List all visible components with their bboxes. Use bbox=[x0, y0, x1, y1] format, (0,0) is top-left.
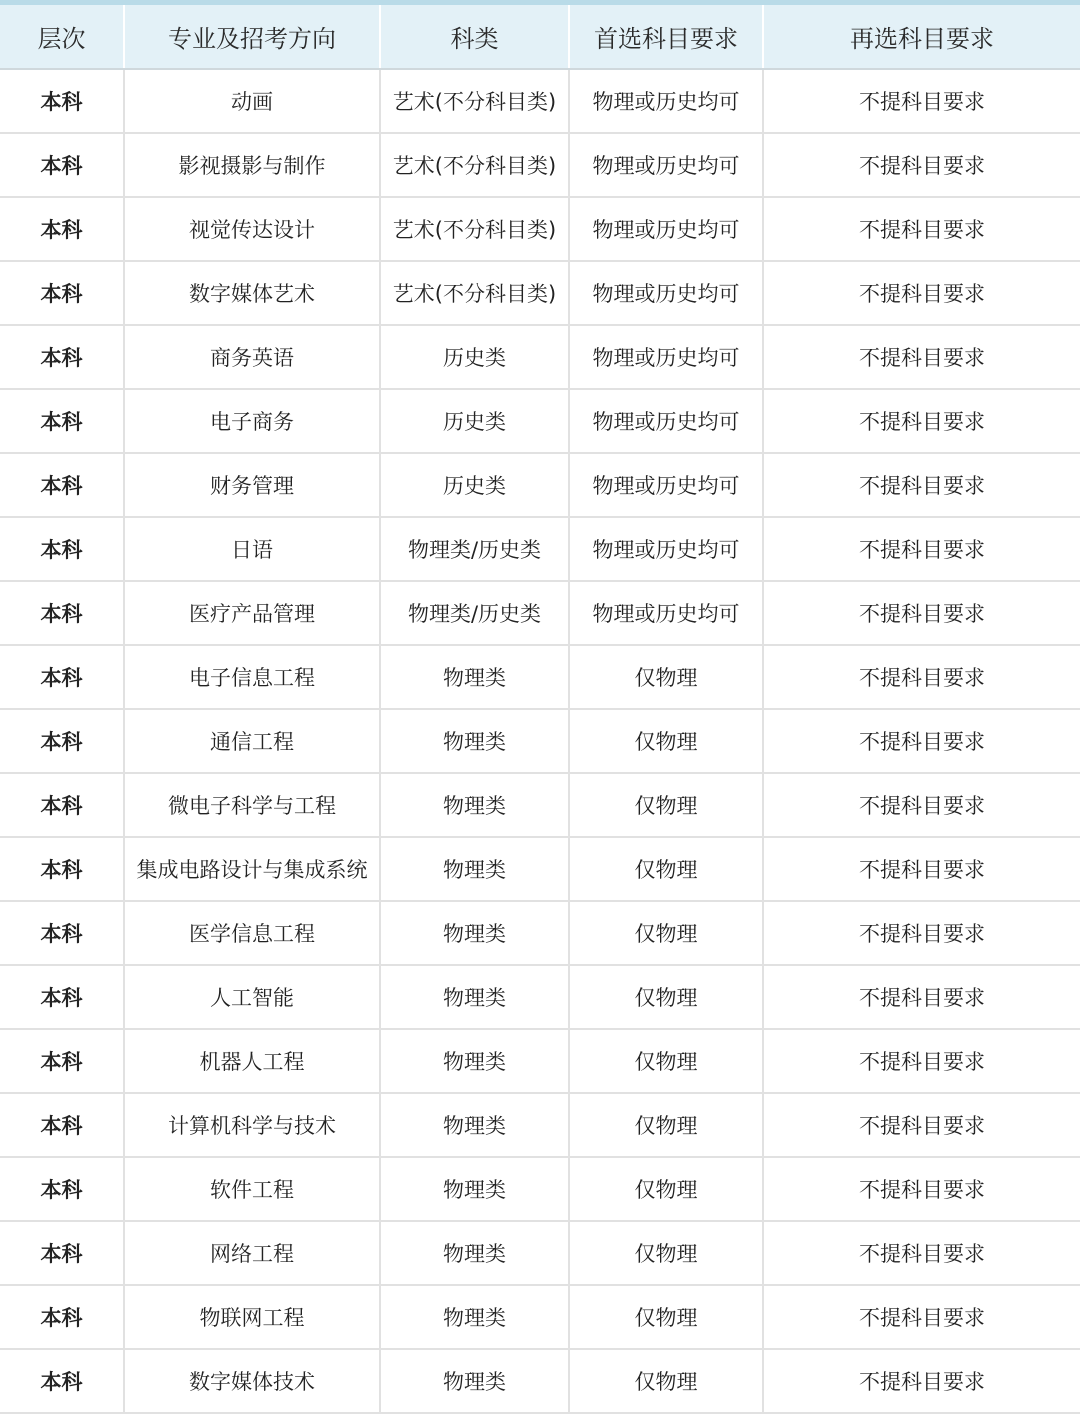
header-row bbox=[0, 5, 1080, 69]
cell-major: 软件工程 bbox=[124, 1157, 380, 1221]
cell-second-subject: 不提科目要求 bbox=[763, 325, 1080, 389]
cell-level: 本科 bbox=[0, 1285, 124, 1349]
cell-first-subject: 仅物理 bbox=[569, 837, 763, 901]
cell-first-subject: 仅物理 bbox=[569, 1349, 763, 1413]
cell-category: 历史类 bbox=[380, 453, 569, 517]
cell-major: 计算机科学与技术 bbox=[124, 1093, 380, 1157]
cell-major: 影视摄影与制作 bbox=[124, 133, 380, 197]
table-row bbox=[0, 581, 1080, 645]
cell-first-subject: 仅物理 bbox=[569, 1029, 763, 1093]
cell-level: 本科 bbox=[0, 901, 124, 965]
cell-level: 本科 bbox=[0, 261, 124, 325]
cell-second-subject: 不提科目要求 bbox=[763, 453, 1080, 517]
table-row bbox=[0, 837, 1080, 901]
cell-first-subject: 仅物理 bbox=[569, 1221, 763, 1285]
header-level: 层次 bbox=[0, 5, 124, 69]
table-row bbox=[0, 1029, 1080, 1093]
cell-major: 人工智能 bbox=[124, 965, 380, 1029]
cell-major: 物联网工程 bbox=[124, 1285, 380, 1349]
cell-major: 动画 bbox=[124, 69, 380, 133]
cell-second-subject: 不提科目要求 bbox=[763, 1221, 1080, 1285]
cell-first-subject: 物理或历史均可 bbox=[569, 325, 763, 389]
cell-category: 艺术(不分科目类) bbox=[380, 197, 569, 261]
cell-second-subject: 不提科目要求 bbox=[763, 1093, 1080, 1157]
cell-major: 集成电路设计与集成系统 bbox=[124, 837, 380, 901]
cell-category: 物理类/历史类 bbox=[380, 581, 569, 645]
cell-category: 艺术(不分科目类) bbox=[380, 133, 569, 197]
cell-category: 物理类 bbox=[380, 837, 569, 901]
cell-first-subject: 仅物理 bbox=[569, 1157, 763, 1221]
cell-first-subject: 仅物理 bbox=[569, 773, 763, 837]
cell-first-subject: 物理或历史均可 bbox=[569, 389, 763, 453]
cell-second-subject: 不提科目要求 bbox=[763, 389, 1080, 453]
cell-category: 物理类 bbox=[380, 1093, 569, 1157]
table-row bbox=[0, 773, 1080, 837]
cell-second-subject: 不提科目要求 bbox=[763, 1285, 1080, 1349]
cell-category: 物理类 bbox=[380, 773, 569, 837]
cell-second-subject: 不提科目要求 bbox=[763, 965, 1080, 1029]
table-row bbox=[0, 901, 1080, 965]
cell-second-subject: 不提科目要求 bbox=[763, 1029, 1080, 1093]
cell-first-subject: 仅物理 bbox=[569, 709, 763, 773]
cell-major: 通信工程 bbox=[124, 709, 380, 773]
cell-first-subject: 物理或历史均可 bbox=[569, 69, 763, 133]
table-row bbox=[0, 645, 1080, 709]
cell-major: 机器人工程 bbox=[124, 1029, 380, 1093]
table-row bbox=[0, 69, 1080, 133]
table-row bbox=[0, 965, 1080, 1029]
cell-major: 电子商务 bbox=[124, 389, 380, 453]
cell-category: 物理类 bbox=[380, 645, 569, 709]
table-body bbox=[0, 69, 1080, 1413]
cell-level: 本科 bbox=[0, 517, 124, 581]
cell-category: 物理类 bbox=[380, 1157, 569, 1221]
cell-category: 物理类/历史类 bbox=[380, 517, 569, 581]
cell-level: 本科 bbox=[0, 389, 124, 453]
table-row bbox=[0, 325, 1080, 389]
table-row bbox=[0, 1349, 1080, 1413]
table-row bbox=[0, 1285, 1080, 1349]
cell-level: 本科 bbox=[0, 197, 124, 261]
cell-first-subject: 物理或历史均可 bbox=[569, 261, 763, 325]
cell-first-subject: 仅物理 bbox=[569, 901, 763, 965]
cell-second-subject: 不提科目要求 bbox=[763, 1157, 1080, 1221]
cell-category: 物理类 bbox=[380, 1221, 569, 1285]
cell-category: 物理类 bbox=[380, 1285, 569, 1349]
cell-first-subject: 仅物理 bbox=[569, 1285, 763, 1349]
cell-level: 本科 bbox=[0, 581, 124, 645]
cell-category: 物理类 bbox=[380, 1029, 569, 1093]
table-row bbox=[0, 709, 1080, 773]
cell-second-subject: 不提科目要求 bbox=[763, 709, 1080, 773]
cell-second-subject: 不提科目要求 bbox=[763, 261, 1080, 325]
cell-first-subject: 物理或历史均可 bbox=[569, 517, 763, 581]
cell-level: 本科 bbox=[0, 1029, 124, 1093]
cell-level: 本科 bbox=[0, 837, 124, 901]
cell-major: 微电子科学与工程 bbox=[124, 773, 380, 837]
cell-first-subject: 物理或历史均可 bbox=[569, 453, 763, 517]
cell-second-subject: 不提科目要求 bbox=[763, 645, 1080, 709]
cell-level: 本科 bbox=[0, 133, 124, 197]
table-row bbox=[0, 453, 1080, 517]
cell-category: 艺术(不分科目类) bbox=[380, 261, 569, 325]
cell-category: 历史类 bbox=[380, 325, 569, 389]
cell-first-subject: 物理或历史均可 bbox=[569, 581, 763, 645]
table-row bbox=[0, 389, 1080, 453]
table-row bbox=[0, 197, 1080, 261]
cell-major: 网络工程 bbox=[124, 1221, 380, 1285]
cell-second-subject: 不提科目要求 bbox=[763, 133, 1080, 197]
cell-second-subject: 不提科目要求 bbox=[763, 581, 1080, 645]
cell-first-subject: 物理或历史均可 bbox=[569, 133, 763, 197]
table-row bbox=[0, 1157, 1080, 1221]
header-major: 专业及招考方向 bbox=[124, 5, 380, 69]
cell-level: 本科 bbox=[0, 453, 124, 517]
cell-first-subject: 仅物理 bbox=[569, 1093, 763, 1157]
table-row bbox=[0, 517, 1080, 581]
cell-major: 医学信息工程 bbox=[124, 901, 380, 965]
cell-major: 数字媒体艺术 bbox=[124, 261, 380, 325]
cell-level: 本科 bbox=[0, 1221, 124, 1285]
cell-first-subject: 仅物理 bbox=[569, 965, 763, 1029]
cell-level: 本科 bbox=[0, 965, 124, 1029]
cell-second-subject: 不提科目要求 bbox=[763, 901, 1080, 965]
cell-second-subject: 不提科目要求 bbox=[763, 197, 1080, 261]
table-row bbox=[0, 1221, 1080, 1285]
cell-level: 本科 bbox=[0, 645, 124, 709]
header-category: 科类 bbox=[380, 5, 569, 69]
cell-major: 日语 bbox=[124, 517, 380, 581]
cell-category: 物理类 bbox=[380, 1349, 569, 1413]
cell-second-subject: 不提科目要求 bbox=[763, 1349, 1080, 1413]
cell-level: 本科 bbox=[0, 1157, 124, 1221]
table-row bbox=[0, 133, 1080, 197]
cell-category: 历史类 bbox=[380, 389, 569, 453]
cell-second-subject: 不提科目要求 bbox=[763, 773, 1080, 837]
cell-level: 本科 bbox=[0, 709, 124, 773]
table-row bbox=[0, 1093, 1080, 1157]
cell-level: 本科 bbox=[0, 1093, 124, 1157]
cell-major: 电子信息工程 bbox=[124, 645, 380, 709]
cell-level: 本科 bbox=[0, 325, 124, 389]
cell-level: 本科 bbox=[0, 1349, 124, 1413]
cell-level: 本科 bbox=[0, 773, 124, 837]
cell-major: 数字媒体技术 bbox=[124, 1349, 380, 1413]
table-row bbox=[0, 261, 1080, 325]
cell-category: 物理类 bbox=[380, 709, 569, 773]
cell-major: 视觉传达设计 bbox=[124, 197, 380, 261]
cell-category: 物理类 bbox=[380, 901, 569, 965]
cell-second-subject: 不提科目要求 bbox=[763, 517, 1080, 581]
cell-category: 艺术(不分科目类) bbox=[380, 69, 569, 133]
cell-second-subject: 不提科目要求 bbox=[763, 69, 1080, 133]
cell-major: 医疗产品管理 bbox=[124, 581, 380, 645]
cell-first-subject: 仅物理 bbox=[569, 645, 763, 709]
cell-major: 商务英语 bbox=[124, 325, 380, 389]
major-requirements-table bbox=[0, 5, 1080, 1414]
cell-major: 财务管理 bbox=[124, 453, 380, 517]
header-first-subject: 首选科目要求 bbox=[569, 5, 763, 69]
cell-level: 本科 bbox=[0, 69, 124, 133]
cell-first-subject: 物理或历史均可 bbox=[569, 197, 763, 261]
header-second-subject: 再选科目要求 bbox=[763, 5, 1080, 69]
cell-category: 物理类 bbox=[380, 965, 569, 1029]
cell-second-subject: 不提科目要求 bbox=[763, 837, 1080, 901]
